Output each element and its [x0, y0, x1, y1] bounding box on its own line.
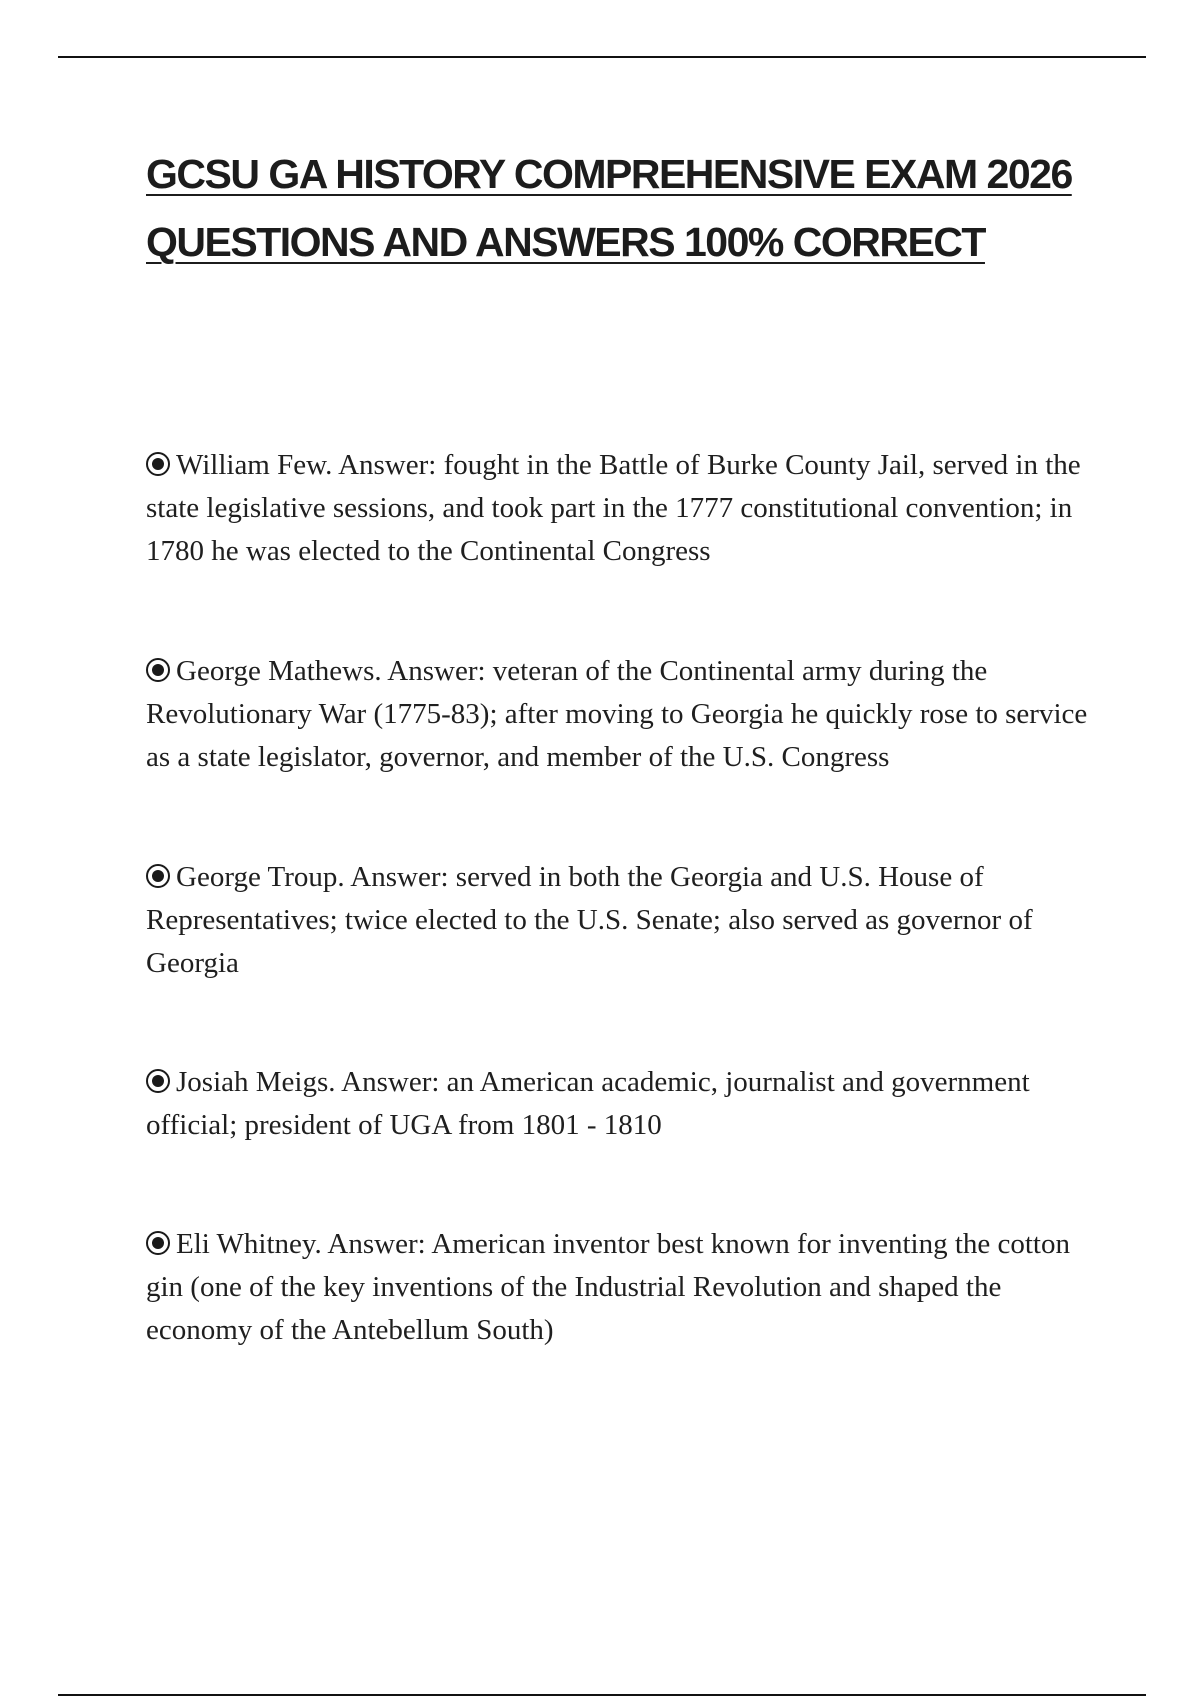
page-title: GCSU GA HISTORY COMPREHENSIVE EXAM 2026 QUESTIONS AND ANSWERS 100% CORRECT [146, 151, 1072, 265]
radio-bullet-icon [146, 658, 170, 682]
qa-item [146, 650, 1096, 779]
qa-item-text: Eli Whitney. Answer: American inventor best known for inventing the cotton gin (one of the key inventions of the Industrial Revolution and shaped the economy of the Antebellum South) [146, 1228, 1070, 1346]
bottom-divider [58, 1694, 1146, 1696]
qa-item [146, 1223, 1096, 1352]
radio-bullet-icon [146, 452, 170, 476]
radio-bullet-icon [146, 1231, 170, 1255]
qa-item-text: Josiah Meigs. Answer: an American academic, journalist and government official; president of UGA from 1801 - 1810 [146, 1066, 1030, 1141]
qa-item-text: George Troup. Answer: served in both the Georgia and U.S. House of Representatives; twice elected to the U.S. Senate; also served as governor of Georgia [146, 861, 1033, 979]
qa-item-text: William Few. Answer: fought in the Battle of Burke County Jail, served in the state legislative sessions, and took part in the 1777 constitutional convention; in 1780 he was elected to the Continental Congress [146, 449, 1081, 567]
qa-item [146, 856, 1096, 985]
qa-item [146, 444, 1096, 573]
qa-item [146, 1061, 1096, 1147]
qa-list [146, 444, 1096, 1352]
radio-bullet-icon [146, 1069, 170, 1093]
top-divider [58, 56, 1146, 58]
qa-item-text: George Mathews. Answer: veteran of the Continental army during the Revolutionary War (1775-83); after moving to Georgia he quickly rose to service as a state legislator, governor, and member of the U.S. Congress [146, 655, 1088, 773]
radio-bullet-icon [146, 864, 170, 888]
